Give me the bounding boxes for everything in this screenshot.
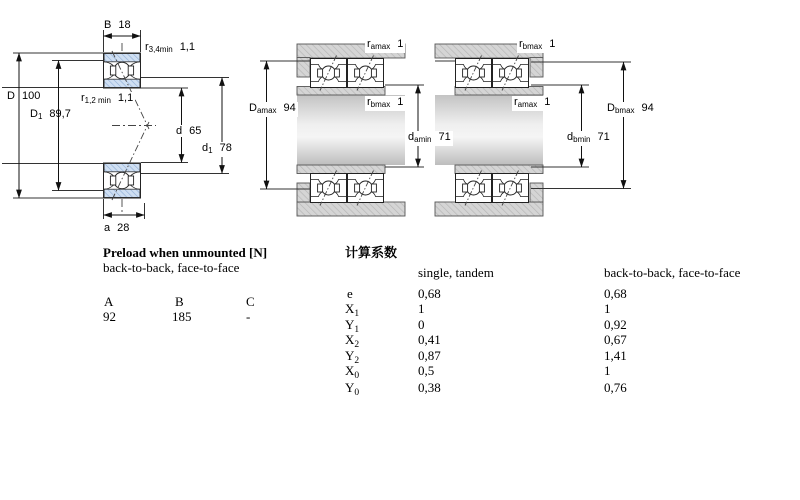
dim-label-ramax-2: $r_{amax}$ 1 [514,96,551,109]
factor-row-value1: 0,41 [418,332,441,347]
dim-label-rbmax-2: $r_{bmax}$ 1 [519,38,556,51]
preload-col-b: B [175,294,184,309]
preload-title: Preload when unmounted [N] [103,245,268,260]
preload-value-a: 92 [103,309,116,324]
bearing-unit [456,56,492,91]
factor-row-label: $Y_2$ [345,348,360,366]
dim-label-rbmax: $r_{bmax}$ 1 [367,96,404,109]
factor-row-label: $X_2$ [345,332,360,350]
dim-label-Damax: $D_{amax}$ 94 [249,102,296,115]
dim-label-r12min: $r_{1,2 min}$ 1,1 [81,92,134,105]
bearing-unit [348,56,384,91]
preload-col-c: C [246,294,255,309]
factors-col1-header: single, tandem [418,265,494,280]
bearing-unit [493,56,529,91]
factor-row-value1: 0,5 [418,363,435,378]
factor-row-value2: 0,67 [604,332,627,347]
preload-value-b: 185 [172,309,192,324]
preload-subtitle: back-to-back, face-to-face [103,260,240,275]
factor-row-label: e [347,286,353,301]
arrangement-diagram-a [260,44,424,216]
dim-label-dbmin: $d_{bmin}$ 71 [567,131,610,144]
factor-row-value2: 0,92 [604,317,627,332]
dim-label-D: D 100 [7,90,41,102]
factor-row-label: $Y_0$ [345,380,360,398]
bearing-unit [348,171,384,206]
factor-row-value1: 0,68 [418,286,441,301]
bearing-half-top [104,53,141,88]
factor-row-value2: 1,41 [604,348,627,363]
technical-drawing [0,0,800,245]
factor-row-value2: 1 [604,363,611,378]
dim-label-Dbmax: $D_{bmax}$ 94 [607,102,654,115]
dim-label-damin: $d_{amin}$ 71 [408,131,451,144]
bearing-unit [311,171,347,206]
factor-row-value2: 1 [604,301,611,316]
factors-title: 计算系数 [345,245,398,260]
dim-label-ramax: $r_{amax}$ 1 [367,38,404,51]
dim-label-D1: $D_1$ 89,7 [30,108,71,121]
bearing-half-bottom [104,163,141,198]
arrangement-diagram-b [435,44,631,216]
bearing-unit [493,171,529,206]
factor-row-value2: 0,68 [604,286,627,301]
bearing-unit [311,56,347,91]
dim-label-d: d 65 [176,125,202,137]
preload-col-a: A [104,294,114,309]
dim-label-r34min: $r_{3,4min}$ 1,1 [145,41,195,54]
factor-row-value2: 0,76 [604,380,627,395]
factor-row-value1: 1 [418,301,425,316]
factor-row-label: $X_1$ [345,301,360,319]
bearing-unit [456,171,492,206]
factor-row-value1: 0,87 [418,348,441,363]
factor-row-label: $X_0$ [345,363,360,381]
factor-row-value1: 0 [418,317,425,332]
preload-value-c: - [246,309,251,324]
dim-label-d1: $d_1$ 78 [202,142,232,155]
dim-label-B: B 18 [104,19,131,31]
factor-row-value1: 0,38 [418,380,441,395]
dim-label-a: a 28 [104,222,130,234]
factor-row-label: $Y_1$ [345,317,360,335]
factors-col2-header: back-to-back, face-to-face [604,265,741,280]
